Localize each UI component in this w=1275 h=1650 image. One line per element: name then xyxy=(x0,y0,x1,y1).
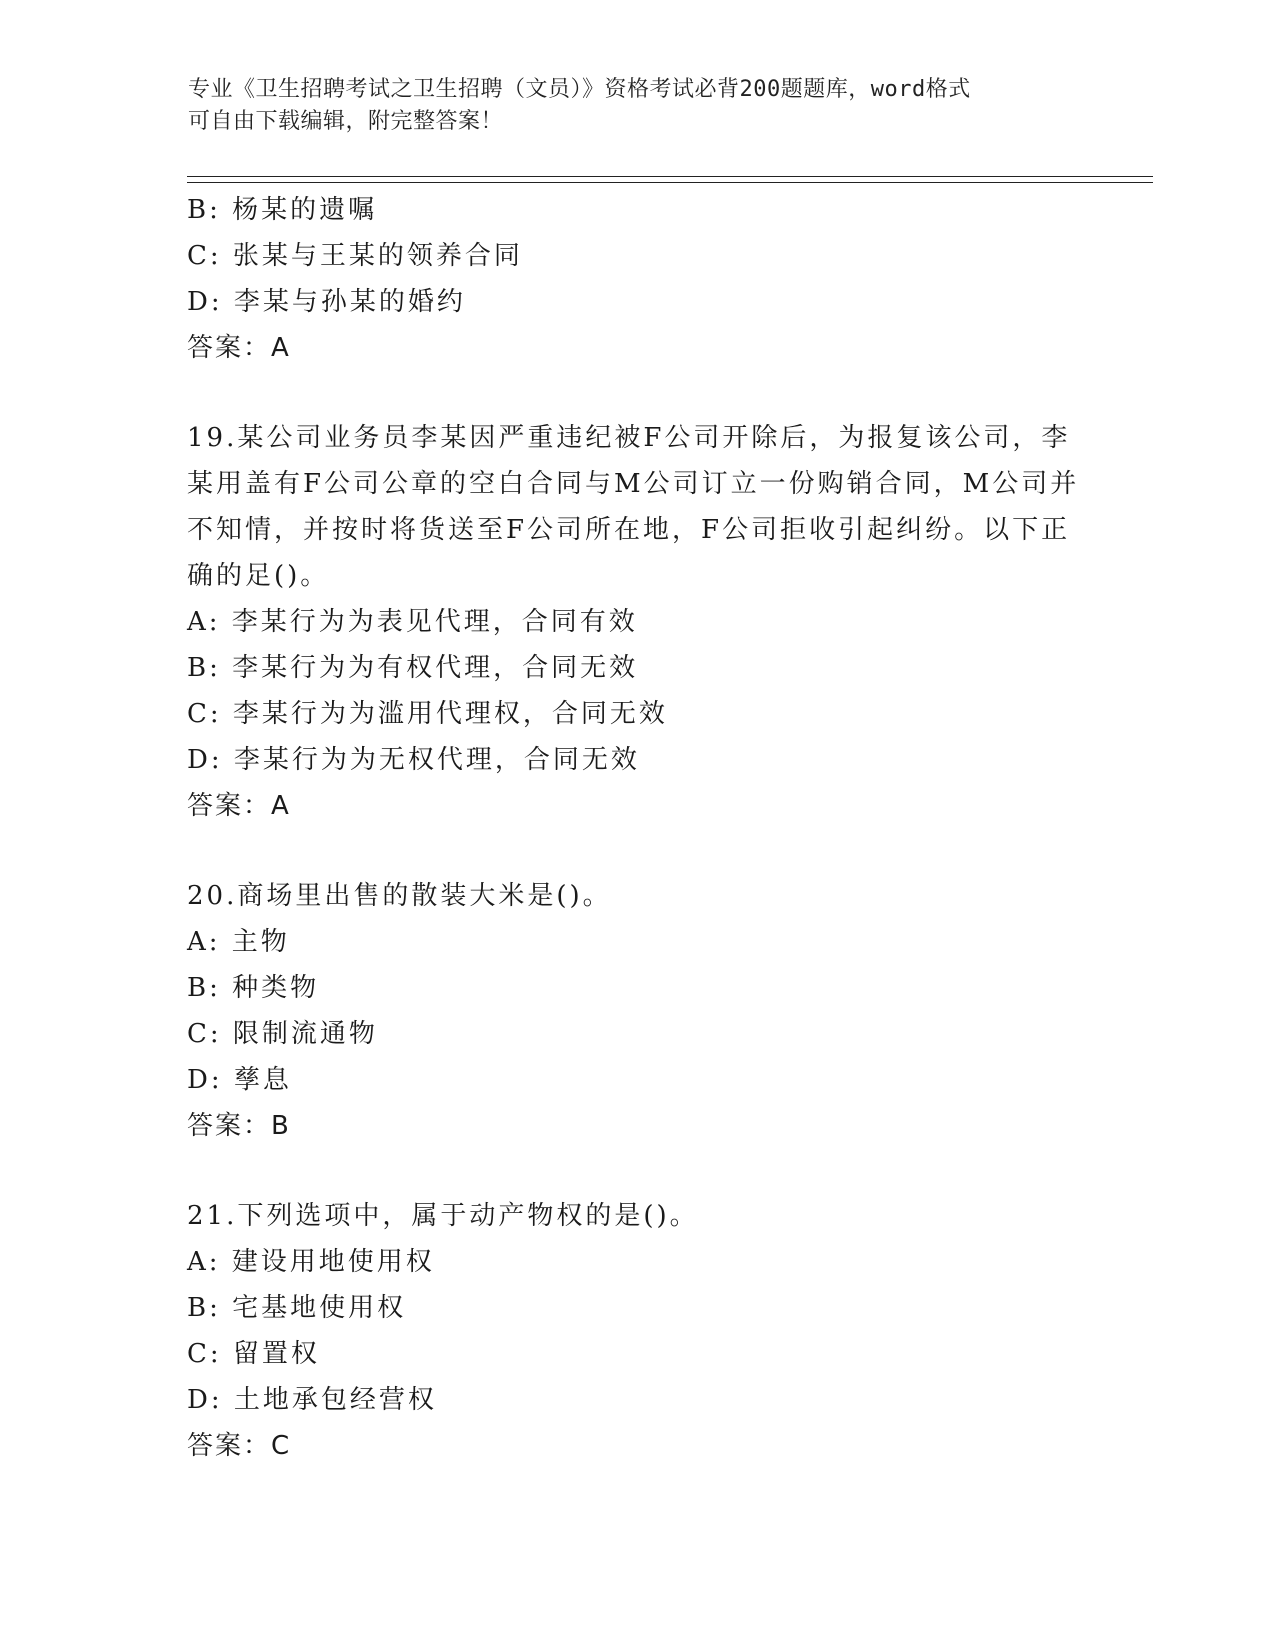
question-stem-line: 21.下列选项中，属于动产物权的是()。 xyxy=(187,1201,699,1231)
question-stem-line: 某用盖有F公司公章的空白合同与M公司订立一份购销合同，M公司并 xyxy=(187,469,1080,499)
answer-line: 答案：C xyxy=(187,1431,292,1461)
header-title-line-2: 可自由下载编辑，附完整答案！ xyxy=(188,109,504,134)
option-c: C: 留置权 xyxy=(187,1339,320,1369)
option-b: B: 种类物 xyxy=(187,973,320,1003)
question-19 xyxy=(187,415,1087,829)
header-divider-top xyxy=(187,176,1153,177)
question-stem-line: 确的足()。 xyxy=(187,561,330,591)
option-c: C: 限制流通物 xyxy=(187,1019,378,1049)
header-divider-bottom xyxy=(187,182,1153,183)
option-a: A: 主物 xyxy=(187,927,290,957)
question-20 xyxy=(187,873,1087,1149)
option-c: C: 李某行为为滥用代理权，合同无效 xyxy=(187,699,668,729)
option-d: D: 土地承包经营权 xyxy=(187,1385,437,1415)
question-spacer xyxy=(187,1149,1087,1193)
question-spacer xyxy=(187,829,1087,873)
answer-line: 答案：A xyxy=(187,333,291,363)
option-b: B: 李某行为为有权代理，合同无效 xyxy=(187,653,639,683)
answer-line: 答案：A xyxy=(187,791,291,821)
option-d: D: 李某行为为无权代理，合同无效 xyxy=(187,745,640,775)
option-d: D: 孳息 xyxy=(187,1065,292,1095)
question-stem-line: 19.某公司业务员李某因严重违纪被F公司开除后，为报复该公司，李 xyxy=(187,423,1071,453)
option-a: A: 李某行为为表见代理，合同有效 xyxy=(187,607,638,637)
header-title-line-1: 专业《卫生招聘考试之卫生招聘（文员）》资格考试必背200题题库，word格式 xyxy=(188,77,971,102)
question-stem-line: 20.商场里出售的散装大米是()。 xyxy=(187,881,612,911)
option-d: D: 李某与孙某的婚约 xyxy=(187,287,466,317)
option-c: C: 张某与王某的领养合同 xyxy=(187,241,523,271)
question-21 xyxy=(187,1193,1087,1469)
answer-line: 答案：B xyxy=(187,1111,291,1141)
option-a: A: 建设用地使用权 xyxy=(187,1247,435,1277)
document-header xyxy=(188,74,1088,138)
option-b: B: 宅基地使用权 xyxy=(187,1293,407,1323)
question-18-tail xyxy=(187,187,1087,371)
question-spacer xyxy=(187,371,1087,415)
option-b: B: 杨某的遗嘱 xyxy=(187,195,378,225)
question-stem-line: 不知情，并按时将货送至F公司所在地，F公司拒收引起纠纷。以下正 xyxy=(187,515,1071,545)
question-content xyxy=(187,187,1087,1469)
